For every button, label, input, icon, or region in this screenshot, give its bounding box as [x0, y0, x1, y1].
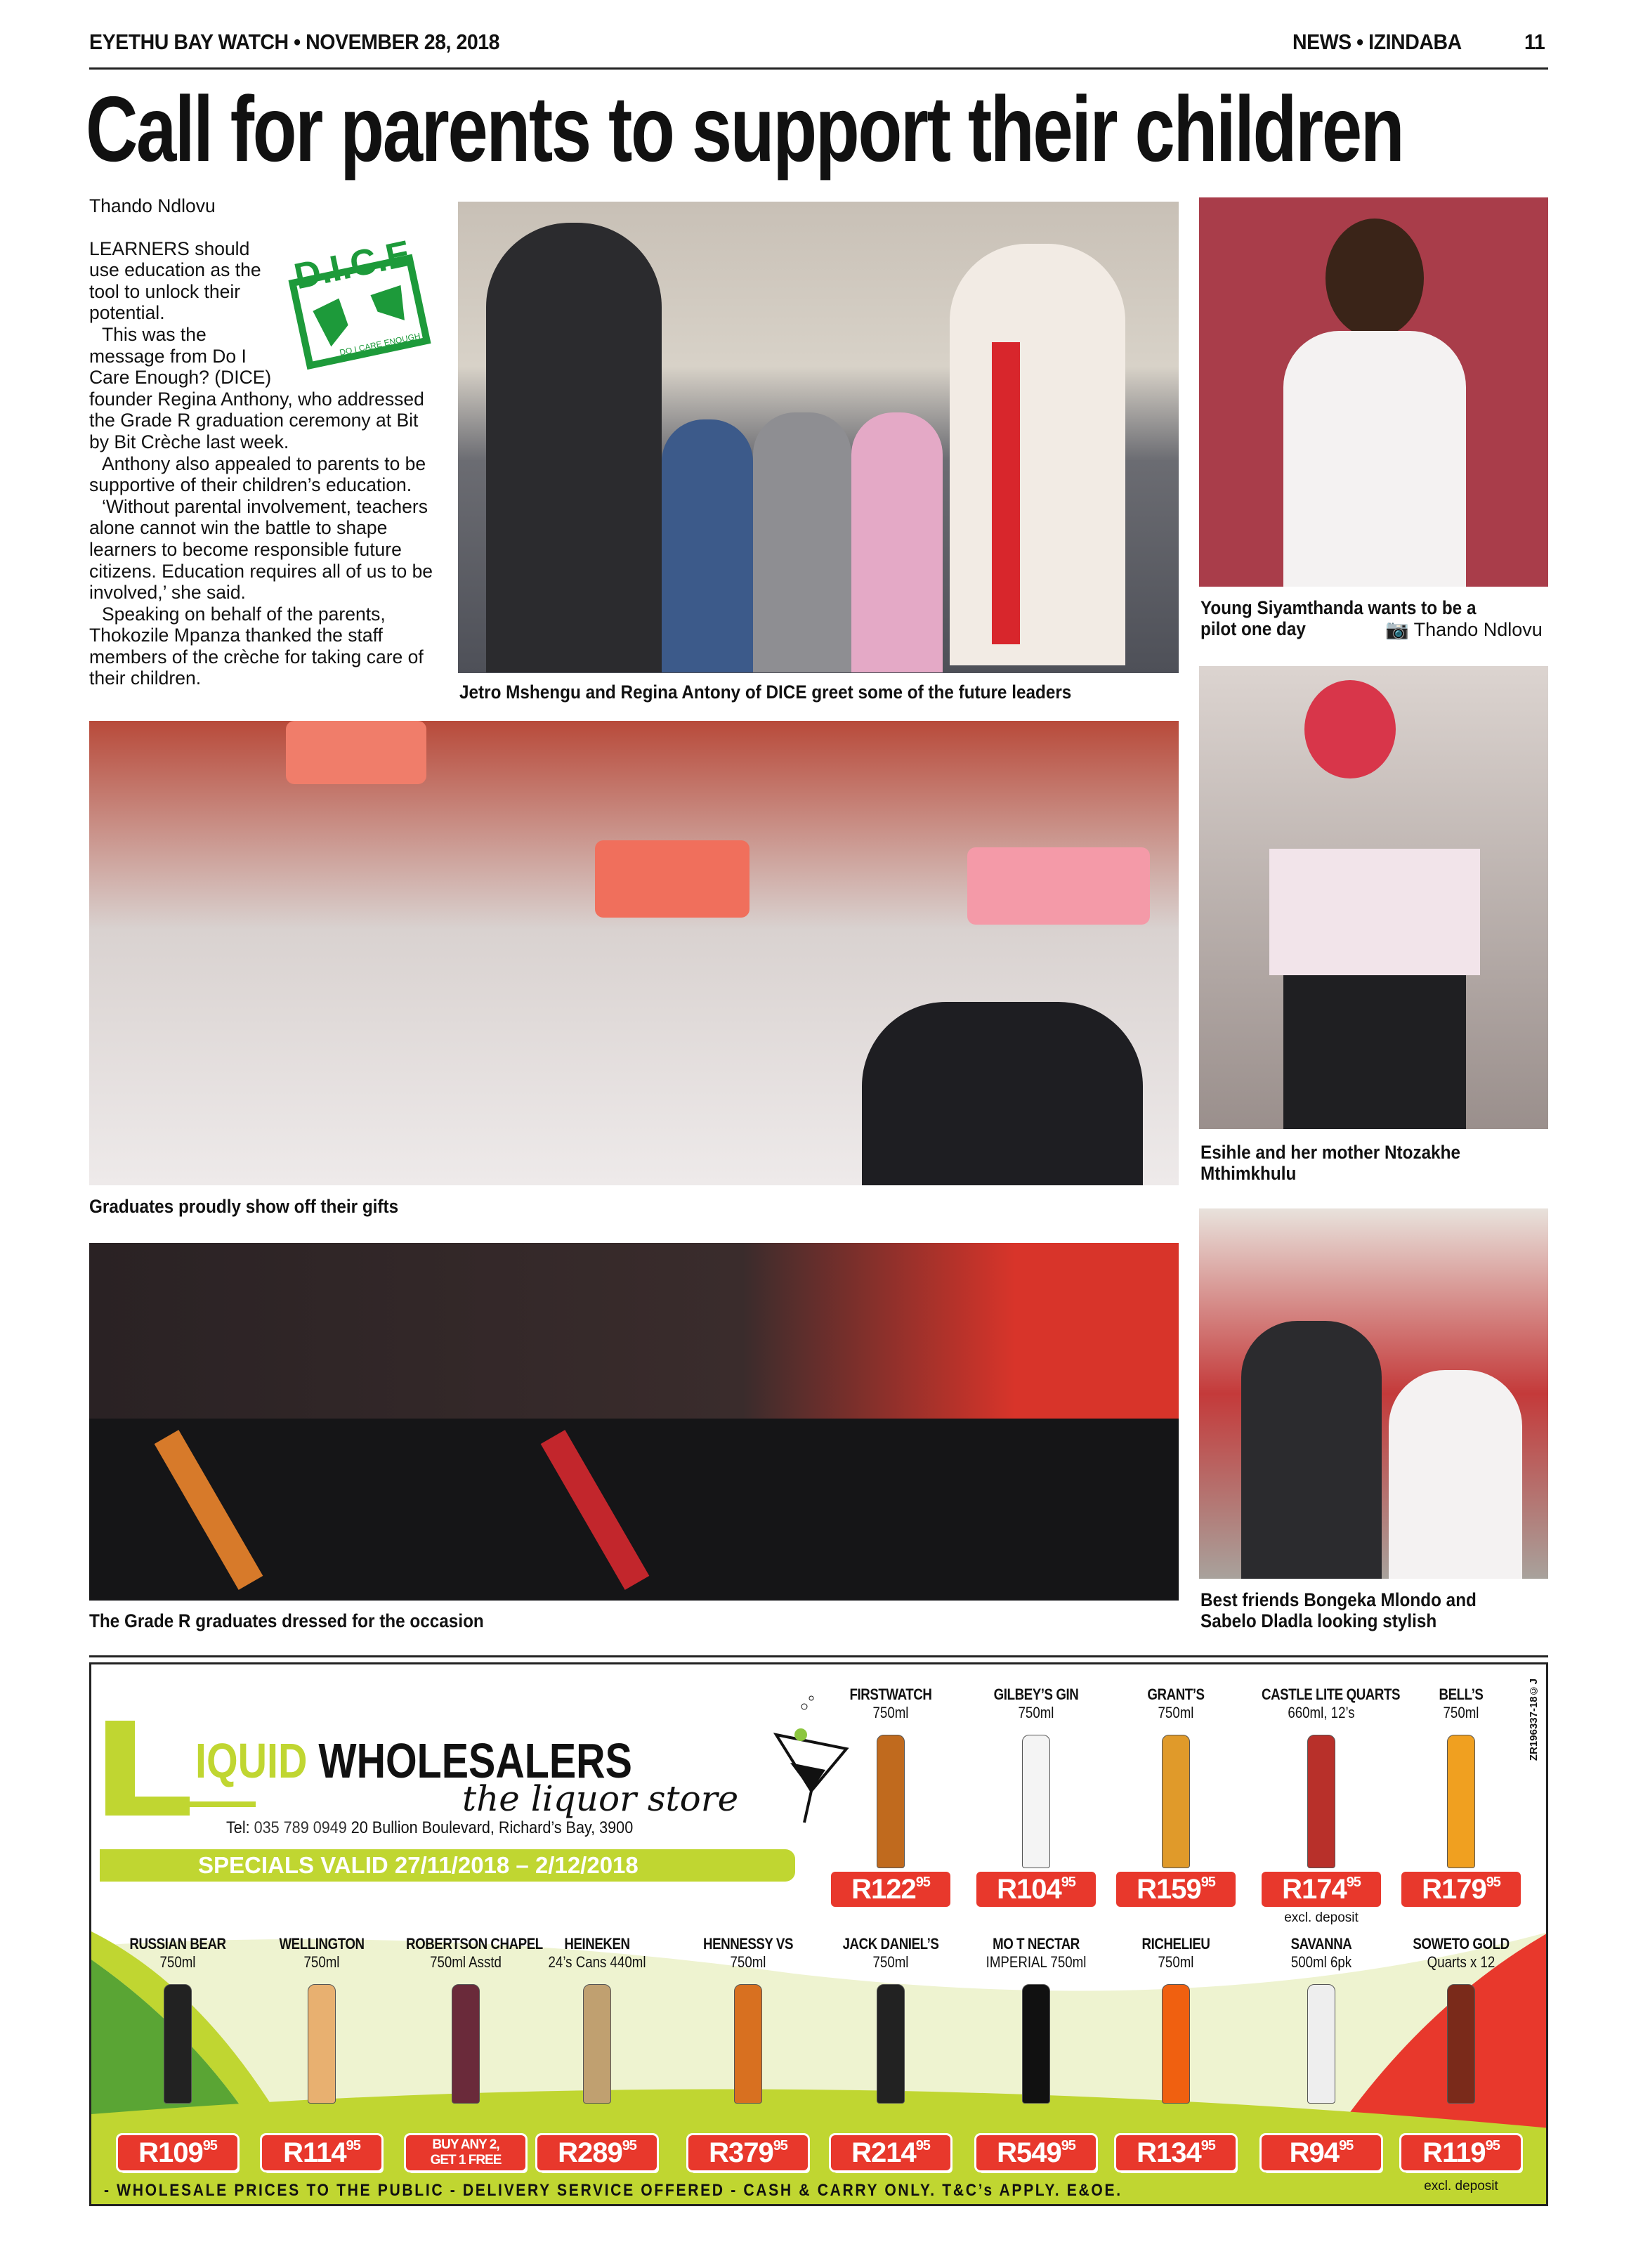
product-name: GILBEY’S GIN: [993, 1686, 1079, 1703]
price-rand: R214: [851, 2137, 916, 2168]
price-tag: [1262, 1872, 1381, 1907]
product-name: WELLINGTON: [279, 1935, 365, 1953]
brand-wholesalers: WHOLESALERS: [318, 1733, 632, 1788]
photo-graduates-gifts: [89, 721, 1179, 1185]
product-size: 750ml: [730, 1953, 766, 1971]
product-name: SOWETO GOLD: [1413, 1935, 1510, 1953]
price-rand: R289: [558, 2137, 622, 2168]
product-top-0: [820, 1686, 961, 1722]
price-tag: [537, 2135, 657, 2170]
product-top-4: [1391, 1686, 1531, 1722]
product-bottom-9: [1391, 1935, 1531, 1972]
product-size: 750ml: [1443, 1704, 1479, 1721]
tagline: the liquor store: [462, 1778, 739, 1819]
product-image: [1307, 1984, 1335, 2104]
product-bottom-8: [1251, 1935, 1392, 1972]
price-cents: 95: [622, 2138, 636, 2153]
product-top-3: [1251, 1686, 1401, 1722]
product-size: 750ml Asstd: [430, 1953, 502, 1971]
photo-esihle-mother: [1199, 666, 1548, 1129]
price-tag: [1262, 2135, 1381, 2170]
product-bottom-7: [1106, 1935, 1246, 1972]
price-tag: [262, 2135, 381, 2170]
product-image: [1022, 1735, 1050, 1868]
product-name: GRANT’S: [1147, 1686, 1205, 1703]
price-cents: 95: [915, 2138, 930, 2153]
phone-number[interactable]: 035 789 0949: [254, 1818, 347, 1837]
headline: Call for parents to support their children: [86, 77, 1403, 181]
price-tag: [1401, 2135, 1521, 2170]
price-rand: R109: [138, 2137, 203, 2168]
photo-best-friends: [1199, 1208, 1548, 1579]
photo-caption: Esihle and her mother Ntozakhe: [1200, 1142, 1460, 1163]
product-size: 750ml: [1018, 1704, 1054, 1721]
price-tag: [976, 1872, 1096, 1907]
header-rule: [89, 67, 1548, 70]
price-tag: [1116, 2135, 1236, 2170]
brand-iquid: IQUID: [195, 1733, 308, 1788]
price-rand: R549: [997, 2137, 1061, 2168]
product-bottom-6: [966, 1935, 1106, 1972]
photographer: Thando Ndlovu: [1413, 619, 1543, 640]
price-tag: [1116, 1872, 1236, 1907]
product-image: [164, 1984, 192, 2104]
photo-caption: Mthimkhulu: [1200, 1163, 1297, 1184]
product-bottom-5: [820, 1935, 961, 1972]
contact-line: [226, 1818, 633, 1838]
product-size: 500ml 6pk: [1290, 1953, 1352, 1971]
price-rand: R179: [1422, 1874, 1486, 1905]
photo-graduates-gowns: [89, 1243, 1179, 1601]
product-name: HEINEKEN: [564, 1935, 630, 1953]
brand-underline: [129, 1801, 256, 1807]
paragraph: ‘Without parental involvement, teachers alone cannot win the battle to shape learners to become responsible future citizens. Education requires all of us to be involved,’ she said.: [89, 495, 433, 604]
price-rand: R104: [997, 1874, 1061, 1905]
photo-credit: [1385, 618, 1543, 641]
price-rand: R134: [1137, 2137, 1201, 2168]
price-offer: BUY ANY 2, GET 1 FREE: [430, 2137, 502, 2168]
product-name: MO T NECTAR: [993, 1935, 1080, 1953]
address: 20 Bullion Boulevard, Richard’s Bay, 3900: [351, 1818, 634, 1837]
product-image: [734, 1984, 762, 2104]
price-tag: [831, 2135, 950, 2170]
product-name: RUSSIAN BEAR: [129, 1935, 226, 1953]
price-rand: R122: [851, 1874, 916, 1905]
product-name: JACK DANIEL’S: [842, 1935, 939, 1953]
svg-text:DO I CARE ENOUGH: DO I CARE ENOUGH: [339, 330, 421, 358]
product-size: Quarts x 12: [1427, 1953, 1495, 1971]
article-body: [89, 195, 433, 689]
specials-banner: SPECIALS VALID 27/11/2018 – 2/12/2018: [100, 1849, 795, 1882]
product-size: 24’s Cans 440ml: [548, 1953, 646, 1971]
product-name: RICHELIEU: [1141, 1935, 1210, 1953]
ad-reference: ZR196337-18©J: [1528, 1679, 1540, 1761]
price-rand: R159: [1137, 1874, 1201, 1905]
product-size: 750ml: [872, 1704, 909, 1721]
price-rand: R119: [1422, 2137, 1486, 2168]
product-bottom-2: [395, 1935, 543, 1972]
product-image: [1307, 1735, 1335, 1868]
price-cents: 95: [1200, 1875, 1215, 1890]
photo-dice-greeting: [458, 202, 1179, 673]
product-size: 750ml: [1158, 1953, 1194, 1971]
price-tag: [831, 1872, 950, 1907]
product-name: SAVANNA: [1290, 1935, 1352, 1953]
product-name: ROBERTSON CHAPEL: [406, 1935, 543, 1953]
paragraph: This was the message from Do I Care Enough? (DICE) founder Regina Anthony, who addressed the Grade R graduation ceremony at Bit by Bit Crèche last week.: [89, 323, 424, 452]
product-size: 660ml, 12’s: [1288, 1704, 1355, 1721]
paragraph: Speaking on behalf of the parents, Thokozile Mpanza thanked the staff members of the crèche for taking care of their children.: [89, 603, 424, 689]
price-cents: 95: [1061, 1875, 1075, 1890]
product-image: [452, 1984, 480, 2104]
product-image: [1022, 1984, 1050, 2104]
product-image: [583, 1984, 611, 2104]
price-rand: R174: [1282, 1874, 1347, 1905]
photo-caption: Sabelo Dladla looking stylish: [1200, 1610, 1437, 1631]
product-size: 750ml: [159, 1953, 196, 1971]
product-name: HENNESSY VS: [702, 1935, 794, 1953]
product-image: [1447, 1735, 1475, 1868]
publication-date: EYETHU BAY WATCH • NOVEMBER 28, 2018: [89, 30, 500, 54]
price-cents: 95: [1486, 1875, 1500, 1890]
photo-caption: pilot one day: [1200, 618, 1306, 639]
tel-label: Tel:: [226, 1818, 250, 1837]
price-cents: 95: [1061, 2138, 1075, 2153]
deposit-note: excl. deposit: [1284, 1910, 1359, 1925]
price-tag: [976, 2135, 1096, 2170]
price-tag: [1401, 1872, 1521, 1907]
price-cents: 95: [773, 2138, 787, 2153]
product-image: [1447, 1984, 1475, 2104]
product-bottom-4: [678, 1935, 818, 1972]
price-cents: 95: [1485, 2138, 1500, 2153]
product-name: CASTLE LITE QUARTS: [1262, 1686, 1401, 1703]
product-image: [308, 1984, 336, 2104]
paragraph: Anthony also appealed to parents to be supportive of their children’s education.: [89, 452, 426, 496]
product-top-2: [1106, 1686, 1246, 1722]
product-size: 750ml: [1158, 1704, 1194, 1721]
photo-caption: The Grade R graduates dressed for the occasion: [89, 1610, 484, 1631]
product-name: BELL’S: [1439, 1686, 1484, 1703]
photo-caption: Jetro Mshengu and Regina Antony of DICE greet some of the future leaders: [459, 682, 1072, 703]
camera-icon: 📷: [1385, 619, 1409, 640]
product-image: [877, 1984, 905, 2104]
byline: Thando Ndlovu: [89, 195, 216, 216]
liquid-wholesalers-ad: [89, 1662, 1548, 2206]
product-size: 750ml: [303, 1953, 340, 1971]
price-cents: 95: [1200, 2138, 1215, 2153]
product-bottom-0: [107, 1935, 248, 1972]
section-label: NEWS • IZINDABA: [1292, 30, 1462, 54]
ad-footer: - WHOLESALE PRICES TO THE PUBLIC - DELIVERY SERVICE OFFERED - CASH & CARRY ONLY. T&C’s APPLY. E&OE.: [104, 2181, 1122, 2200]
product-image: [877, 1735, 905, 1868]
price-cents: 95: [1339, 2138, 1354, 2153]
page-number: 11: [1524, 30, 1545, 54]
price-cents: 95: [1346, 1875, 1361, 1890]
ad-divider: [89, 1655, 1548, 1657]
price-cents: 95: [346, 2138, 360, 2153]
deposit-note: excl. deposit: [1424, 2179, 1498, 2194]
svg-text:D.I.C.E: D.I.C.E: [290, 237, 414, 297]
price-tag: [688, 2135, 808, 2170]
dice-logo: [282, 238, 436, 379]
product-top-1: [966, 1686, 1106, 1722]
price-rand: R379: [709, 2137, 773, 2168]
product-size: 750ml: [872, 1953, 909, 1971]
photo-caption: Best friends Bongeka Mlondo and: [1200, 1589, 1477, 1610]
price-rand: R94: [1289, 2137, 1340, 2168]
photo-caption: Graduates proudly show off their gifts: [89, 1196, 399, 1217]
product-image: [1162, 1735, 1190, 1868]
photo-siyamthanda: [1199, 197, 1548, 587]
price-rand: R114: [283, 2137, 346, 2168]
product-bottom-3: [527, 1935, 667, 1972]
price-cents: 95: [915, 1875, 930, 1890]
product-name: FIRSTWATCH: [849, 1686, 932, 1703]
price-tag: [118, 2135, 237, 2170]
price-cents: 95: [202, 2138, 217, 2153]
paragraph: LEARNERS should use education as the tool to unlock their potential.: [89, 237, 261, 324]
product-size: IMPERIAL 750ml: [986, 1953, 1087, 1971]
product-image: [1162, 1984, 1190, 2104]
price-tag: [406, 2135, 525, 2170]
product-bottom-1: [251, 1935, 392, 1972]
photo-caption: Young Siyamthanda wants to be a: [1200, 597, 1477, 618]
